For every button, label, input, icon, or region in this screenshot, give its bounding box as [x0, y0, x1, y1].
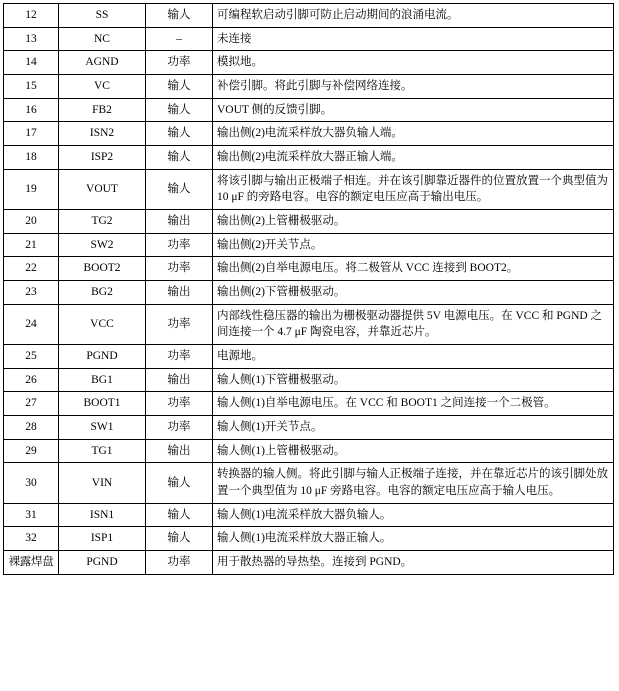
cell-pin-type: 功率	[146, 416, 213, 440]
cell-pin-description: 将该引脚与输出正极端子相连。并在该引脚靠近器件的位置放置一个典型值为 10 μF 的旁路电容。电容的额定电压应高于输出电压。	[213, 169, 614, 209]
cell-pin-name: ISN2	[59, 122, 146, 146]
table-row	[4, 368, 614, 392]
cell-pin-type: 输人	[146, 527, 213, 551]
cell-pin-number: 15	[4, 75, 59, 99]
cell-pin-description: VOUT 侧的反馈引脚。	[213, 98, 614, 122]
cell-pin-name: TG1	[59, 439, 146, 463]
cell-pin-description: 输人侧(1)自举电源电压。在 VCC 和 BOOT1 之间连接一个二极管。	[213, 392, 614, 416]
cell-pin-number: 13	[4, 27, 59, 51]
cell-pin-number: 19	[4, 169, 59, 209]
table-row	[4, 51, 614, 75]
table-row	[4, 169, 614, 209]
cell-pin-name: VIN	[59, 463, 146, 503]
cell-pin-number: 16	[4, 98, 59, 122]
table-row	[4, 345, 614, 369]
cell-pin-name: VOUT	[59, 169, 146, 209]
cell-pin-type: 输人	[146, 503, 213, 527]
cell-pin-description: 模拟地。	[213, 51, 614, 75]
cell-pin-number: 12	[4, 4, 59, 28]
cell-pin-type: 输出	[146, 439, 213, 463]
cell-pin-name: PGND	[59, 345, 146, 369]
pin-description-table	[3, 3, 614, 575]
cell-pin-name: AGND	[59, 51, 146, 75]
cell-pin-type: 输人	[146, 122, 213, 146]
cell-pin-name: TG2	[59, 210, 146, 234]
cell-pin-type: 功率	[146, 304, 213, 344]
cell-pin-type: 功率	[146, 551, 213, 575]
cell-pin-type: 输人	[146, 4, 213, 28]
cell-pin-name: ISP1	[59, 527, 146, 551]
table-row	[4, 98, 614, 122]
table-row	[4, 122, 614, 146]
table-row	[4, 146, 614, 170]
cell-pin-name: BOOT1	[59, 392, 146, 416]
cell-pin-number: 14	[4, 51, 59, 75]
table-row	[4, 503, 614, 527]
cell-pin-name: SW2	[59, 233, 146, 257]
cell-pin-name: BG1	[59, 368, 146, 392]
cell-pin-name: BG2	[59, 281, 146, 305]
table-row	[4, 304, 614, 344]
cell-pin-description: 输人侧(1)下管栅极驱动。	[213, 368, 614, 392]
table-row	[4, 392, 614, 416]
cell-pin-number: 32	[4, 527, 59, 551]
table-row	[4, 75, 614, 99]
cell-pin-type: 功率	[146, 392, 213, 416]
table-row	[4, 233, 614, 257]
cell-pin-number: 20	[4, 210, 59, 234]
table-row	[4, 27, 614, 51]
cell-pin-name: VCC	[59, 304, 146, 344]
cell-pin-type: 功率	[146, 345, 213, 369]
cell-pin-description: 内部线性稳压器的输出为栅极驱动器提供 5V 电源电压。在 VCC 和 PGND 之间连接一个 4.7 μF 陶瓷电容，并靠近芯片。	[213, 304, 614, 344]
cell-pin-type: 输人	[146, 146, 213, 170]
cell-pin-number: 23	[4, 281, 59, 305]
cell-pin-number: 18	[4, 146, 59, 170]
cell-pin-name: NC	[59, 27, 146, 51]
cell-pin-type: 输人	[146, 169, 213, 209]
cell-pin-number: 21	[4, 233, 59, 257]
table-row	[4, 281, 614, 305]
cell-pin-number: 29	[4, 439, 59, 463]
cell-pin-description: 未连接	[213, 27, 614, 51]
pin-table-body	[4, 4, 614, 575]
cell-pin-description: 输出侧(2)自举电源电压。将二极管从 VCC 连接到 BOOT2。	[213, 257, 614, 281]
cell-pin-description: 可编程软启动引脚可防止启动期间的浪涌电流。	[213, 4, 614, 28]
cell-pin-number: 22	[4, 257, 59, 281]
cell-pin-name: BOOT2	[59, 257, 146, 281]
cell-pin-type: 输出	[146, 368, 213, 392]
cell-pin-type: 输人	[146, 463, 213, 503]
cell-pin-number: 26	[4, 368, 59, 392]
cell-pin-description: 输人侧(1)开关节点。	[213, 416, 614, 440]
cell-pin-description: 输人侧(1)电流采样放大器负输人。	[213, 503, 614, 527]
cell-pin-name: SW1	[59, 416, 146, 440]
cell-pin-type: 功率	[146, 233, 213, 257]
cell-pin-number: 24	[4, 304, 59, 344]
cell-pin-description: 用于散热器的导热垫。连接到 PGND。	[213, 551, 614, 575]
cell-pin-number: 裸露焊盘	[4, 551, 59, 575]
cell-pin-description: 输人侧(1)电流采样放大器正输人。	[213, 527, 614, 551]
cell-pin-name: PGND	[59, 551, 146, 575]
cell-pin-number: 28	[4, 416, 59, 440]
cell-pin-type: 功率	[146, 257, 213, 281]
cell-pin-number: 25	[4, 345, 59, 369]
cell-pin-type: 输人	[146, 75, 213, 99]
cell-pin-description: 输出侧(2)电流采样放大器负输人端。	[213, 122, 614, 146]
cell-pin-name: SS	[59, 4, 146, 28]
cell-pin-name: VC	[59, 75, 146, 99]
cell-pin-name: ISN1	[59, 503, 146, 527]
cell-pin-type: 输人	[146, 98, 213, 122]
cell-pin-description: 电源地。	[213, 345, 614, 369]
table-row	[4, 210, 614, 234]
table-row	[4, 551, 614, 575]
cell-pin-type: 功率	[146, 51, 213, 75]
cell-pin-name: ISP2	[59, 146, 146, 170]
cell-pin-type: 输出	[146, 281, 213, 305]
cell-pin-type: –	[146, 27, 213, 51]
cell-pin-number: 17	[4, 122, 59, 146]
table-row	[4, 257, 614, 281]
cell-pin-name: FB2	[59, 98, 146, 122]
table-row	[4, 463, 614, 503]
cell-pin-description: 输人侧(1)上管栅极驱动。	[213, 439, 614, 463]
cell-pin-type: 输出	[146, 210, 213, 234]
cell-pin-description: 输出侧(2)上管栅极驱动。	[213, 210, 614, 234]
table-row	[4, 4, 614, 28]
cell-pin-number: 27	[4, 392, 59, 416]
table-row	[4, 416, 614, 440]
cell-pin-number: 31	[4, 503, 59, 527]
cell-pin-description: 转换器的输人侧。将此引脚与输人正极端子连接，并在靠近芯片的该引脚处放置一个典型值为 10 μF 旁路电容。电容的额定电压应高于输人电压。	[213, 463, 614, 503]
cell-pin-description: 输出侧(2)下管栅极驱动。	[213, 281, 614, 305]
cell-pin-description: 输出侧(2)开关节点。	[213, 233, 614, 257]
table-row	[4, 527, 614, 551]
cell-pin-number: 30	[4, 463, 59, 503]
cell-pin-description: 补偿引脚。将此引脚与补偿网络连接。	[213, 75, 614, 99]
table-row	[4, 439, 614, 463]
cell-pin-description: 输出侧(2)电流采样放大器正输人端。	[213, 146, 614, 170]
